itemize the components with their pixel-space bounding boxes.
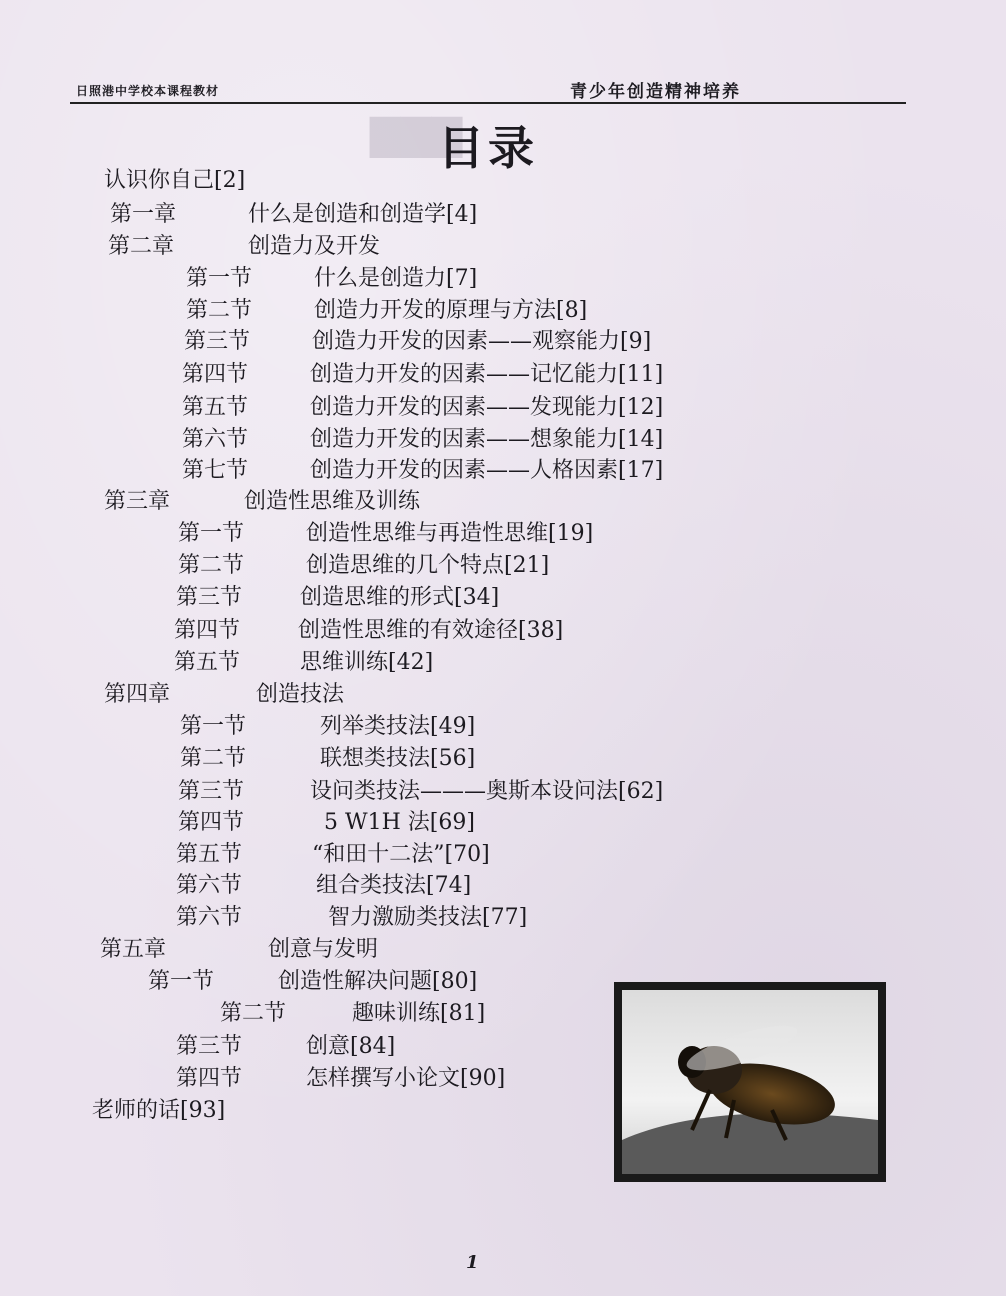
bee-photo-inner: [622, 990, 878, 1174]
toc-label: 第三节: [178, 779, 245, 804]
toc-text: 创意[84]: [306, 1034, 396, 1059]
toc-text: 怎样撰写小论文[90]: [306, 1066, 506, 1091]
toc-text: 创造性思维的有效途径[38]: [298, 618, 564, 643]
bee-icon: [622, 990, 878, 1174]
toc-text: 创造力及开发: [248, 234, 381, 259]
toc-label: 第六节: [176, 873, 243, 898]
toc-label: 第二节: [180, 746, 247, 771]
toc-label: 第二章: [108, 234, 175, 259]
toc-label: 第四节: [174, 618, 241, 643]
toc-label: 第三节: [184, 329, 251, 354]
toc-label: 第四节: [178, 810, 245, 835]
toc-text: 创造力开发的因素——记忆能力[11]: [310, 362, 664, 387]
page-title: 目录: [438, 121, 538, 175]
toc-label: 第五章: [100, 937, 167, 962]
bleed-through-text: ▇▇▇: [370, 112, 463, 158]
toc-label: 认识你自己[2]: [104, 168, 246, 193]
header-right-text: 青少年创造精神培养: [570, 82, 741, 102]
toc-label: 第一章: [110, 202, 177, 227]
bee-photo: [614, 982, 886, 1182]
toc-label: 老师的话[93]: [92, 1098, 226, 1123]
toc-label: 第四节: [176, 1066, 243, 1091]
toc-text: 创造力开发的因素——发现能力[12]: [310, 395, 664, 420]
toc-text: 什么是创造力[7]: [314, 266, 478, 291]
toc-text: 列举类技法[49]: [320, 714, 476, 739]
toc-text: 创造思维的几个特点[21]: [306, 553, 550, 578]
toc-label: 第七节: [182, 458, 249, 483]
toc-label: 第二节: [220, 1001, 287, 1026]
toc-text: 联想类技法[56]: [320, 746, 476, 771]
toc-text: 创造力开发的原理与方法[8]: [314, 298, 588, 323]
toc-text: 创造力开发的因素——观察能力[9]: [312, 329, 652, 354]
running-header: [70, 76, 906, 104]
toc-text: 趣味训练[81]: [352, 1001, 486, 1026]
toc-text: 什么是创造和创造学[4]: [248, 202, 478, 227]
toc-text: 5 W1H 法[69]: [324, 810, 475, 835]
toc-label: 第六节: [176, 905, 243, 930]
toc-label: 第一节: [148, 969, 215, 994]
toc-label: 第三章: [104, 489, 171, 514]
toc-text: 组合类技法[74]: [316, 873, 472, 898]
toc-label: 第五节: [176, 842, 243, 867]
toc-label: 第六节: [182, 427, 249, 452]
page-number: 1: [466, 1252, 479, 1273]
toc-label: 第三节: [176, 1034, 243, 1059]
toc-text: 创造技法: [256, 682, 345, 707]
toc-label: 第一节: [180, 714, 247, 739]
toc-label: 第一节: [186, 266, 253, 291]
toc-text: 创造性思维与再造性思维[19]: [306, 521, 594, 546]
toc-text: 创造力开发的因素——人格因素[17]: [310, 458, 664, 483]
toc-text: “和田十二法”[70]: [312, 842, 490, 867]
toc-text: 智力激励类技法[77]: [328, 905, 528, 930]
toc-label: 第一节: [178, 521, 245, 546]
toc-text: 创造性解决问题[80]: [278, 969, 478, 994]
header-left-text: 日照港中学校本课程教材: [76, 84, 220, 98]
toc-text: 思维训练[42]: [300, 650, 434, 675]
toc-text: 创造性思维及训练: [244, 489, 421, 514]
toc-label: 第四章: [104, 682, 171, 707]
toc-label: 第五节: [174, 650, 241, 675]
toc-label: 第二节: [178, 553, 245, 578]
toc-text: 设问类技法———奥斯本设问法[62]: [310, 779, 664, 804]
toc-label: 第五节: [182, 395, 249, 420]
toc-text: 创造力开发的因素——想象能力[14]: [310, 427, 664, 452]
toc-text: 创造思维的形式[34]: [300, 585, 500, 610]
toc-label: 第三节: [176, 585, 243, 610]
toc-label: 第二节: [186, 298, 253, 323]
toc-text: 创意与发明: [268, 937, 379, 962]
toc-label: 第四节: [182, 362, 249, 387]
